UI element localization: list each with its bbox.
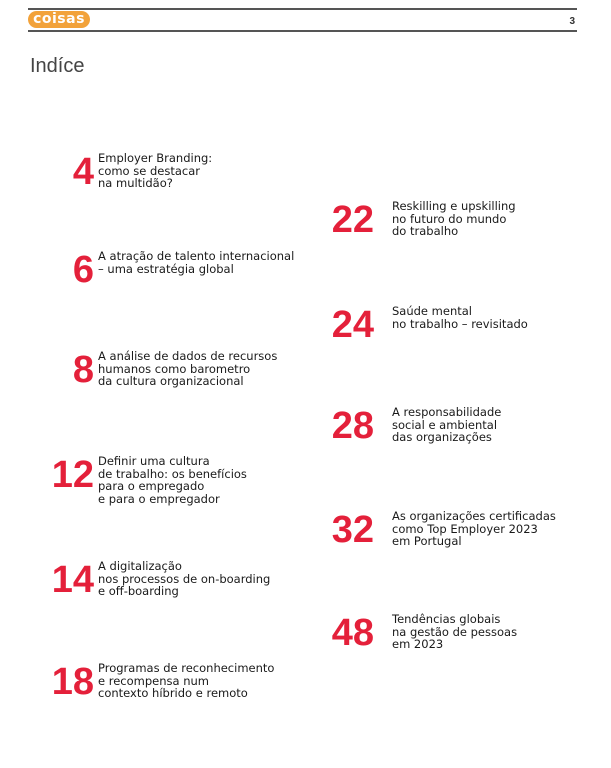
toc-entry-title: Programas de reconhecimento e recompensa num contexto híbrido e remoto [98,661,275,700]
toc-entry-title: Definir uma cultura de trabalho: os benefícios para o empregado e para o empregador [98,454,247,506]
toc-page-number: 48 [331,612,374,654]
toc-page-number: 6 [72,249,94,291]
coisas-logo: coisas [28,11,90,28]
toc-entry-title: A atração de talento internacional – uma estratégia global [98,249,295,276]
page-number: 3 [569,16,575,27]
toc-page-number: 28 [331,405,374,447]
toc-page-number: 18 [51,661,94,703]
toc-entry-title: A responsabilidade social e ambiental das organizações [392,405,502,444]
toc-page-number: 4 [72,151,94,193]
toc-page-number: 22 [331,199,374,241]
toc-page-number: 12 [51,454,94,496]
toc-entry-title: As organizações certificadas como Top Employer 2023 em Portugal [392,509,556,548]
toc-entry-title: A análise de dados de recursos humanos como barometro da cultura organizacional [98,349,278,388]
header-rule-bottom [28,30,577,32]
toc-page-number: 32 [331,509,374,551]
toc-entry-title: Employer Branding: como se destacar na multidão? [98,151,213,190]
header-rule-top [28,8,577,10]
toc-page-number: 8 [72,349,94,391]
toc-entry-title: Saúde mental no trabalho – revisitado [392,304,528,331]
toc-entry-title: Reskilling e upskilling no futuro do mundo do trabalho [392,199,516,238]
toc-page-number: 24 [331,304,374,346]
page-title: Indíce [30,55,85,77]
toc-entry-title: A digitalização nos processos de on-boarding e off-boarding [98,559,271,598]
toc-entry-title: Tendências globais na gestão de pessoas em 2023 [392,612,518,651]
toc-page-number: 14 [51,559,94,601]
